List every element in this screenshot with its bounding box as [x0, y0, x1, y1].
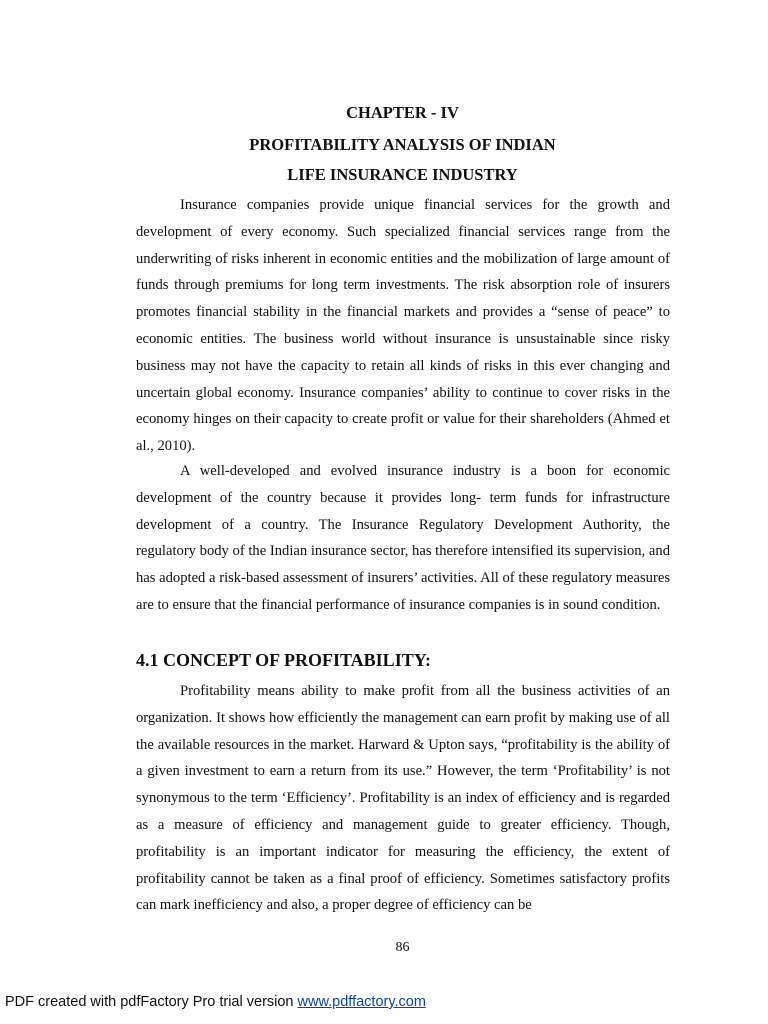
intro-paragraph-2: A well-developed and evolved insurance industry is a boon for economic development of the country because it provides long- term funds for infrastructure development of a country. The Insurance Regulatory Development Authority, the regulatory body of the Indian insurance sector, has therefore intensified its supervision, and has adopted a risk-based assessment of insurers’ activities. All of these regulatory measures are to ensure that the financial performance of insurance companies is in sound condition.: [136, 463, 670, 613]
section-heading: 4.1 CONCEPT OF PROFITABILITY:: [136, 650, 432, 670]
footer-link[interactable]: www.pdffactory.com: [297, 994, 426, 1010]
page-number: 86: [395, 940, 410, 955]
chapter-label: CHAPTER - IV: [346, 103, 459, 122]
pdf-footer: [5, 994, 426, 1010]
footer-text: PDF created with pdfFactory Pro trial version: [5, 994, 298, 1010]
chapter-title-line2: LIFE INSURANCE INDUSTRY: [287, 165, 518, 184]
section-paragraph: Profitability means ability to make profit from all the business activities of an organization. It shows how efficiently the management can earn profit by making use of all the available resources in the market. Harward & Upton says, “profitability is the ability of a given investment to earn a return from its use.” However, the term ‘Profitability’ is not synonymous to the term ‘Efficiency’. Profitability is an index of efficiency and is regarded as a measure of efficiency and management guide to greater efficiency. Though, profitability is an important indicator for measuring the efficiency, the extent of profitability cannot be taken as a final proof of efficiency. Sometimes satisfactory profits can mark inefficiency and also, a proper degree of efficiency can be: [136, 683, 670, 914]
intro-paragraph-1: Insurance companies provide unique financial services for the growth and development of every economy. Such specialized financial services range from the underwriting of risks inherent in economic entities and the mobilization of large amount of funds through premiums for long term investments. The risk absorption role of insurers promotes financial stability in the financial markets and provides a “sense of peace” to economic entities. The business world without insurance is unsustainable since risky business may not have the capacity to retain all kinds of risks in this ever changing and uncertain global economy. Insurance companies’ ability to continue to cover risks in the economy hinges on their capacity to create profit or value for their shareholders (Ahmed et al., 2010).: [136, 197, 670, 455]
chapter-title-line1: PROFITABILITY ANALYSIS OF INDIAN: [249, 135, 556, 154]
